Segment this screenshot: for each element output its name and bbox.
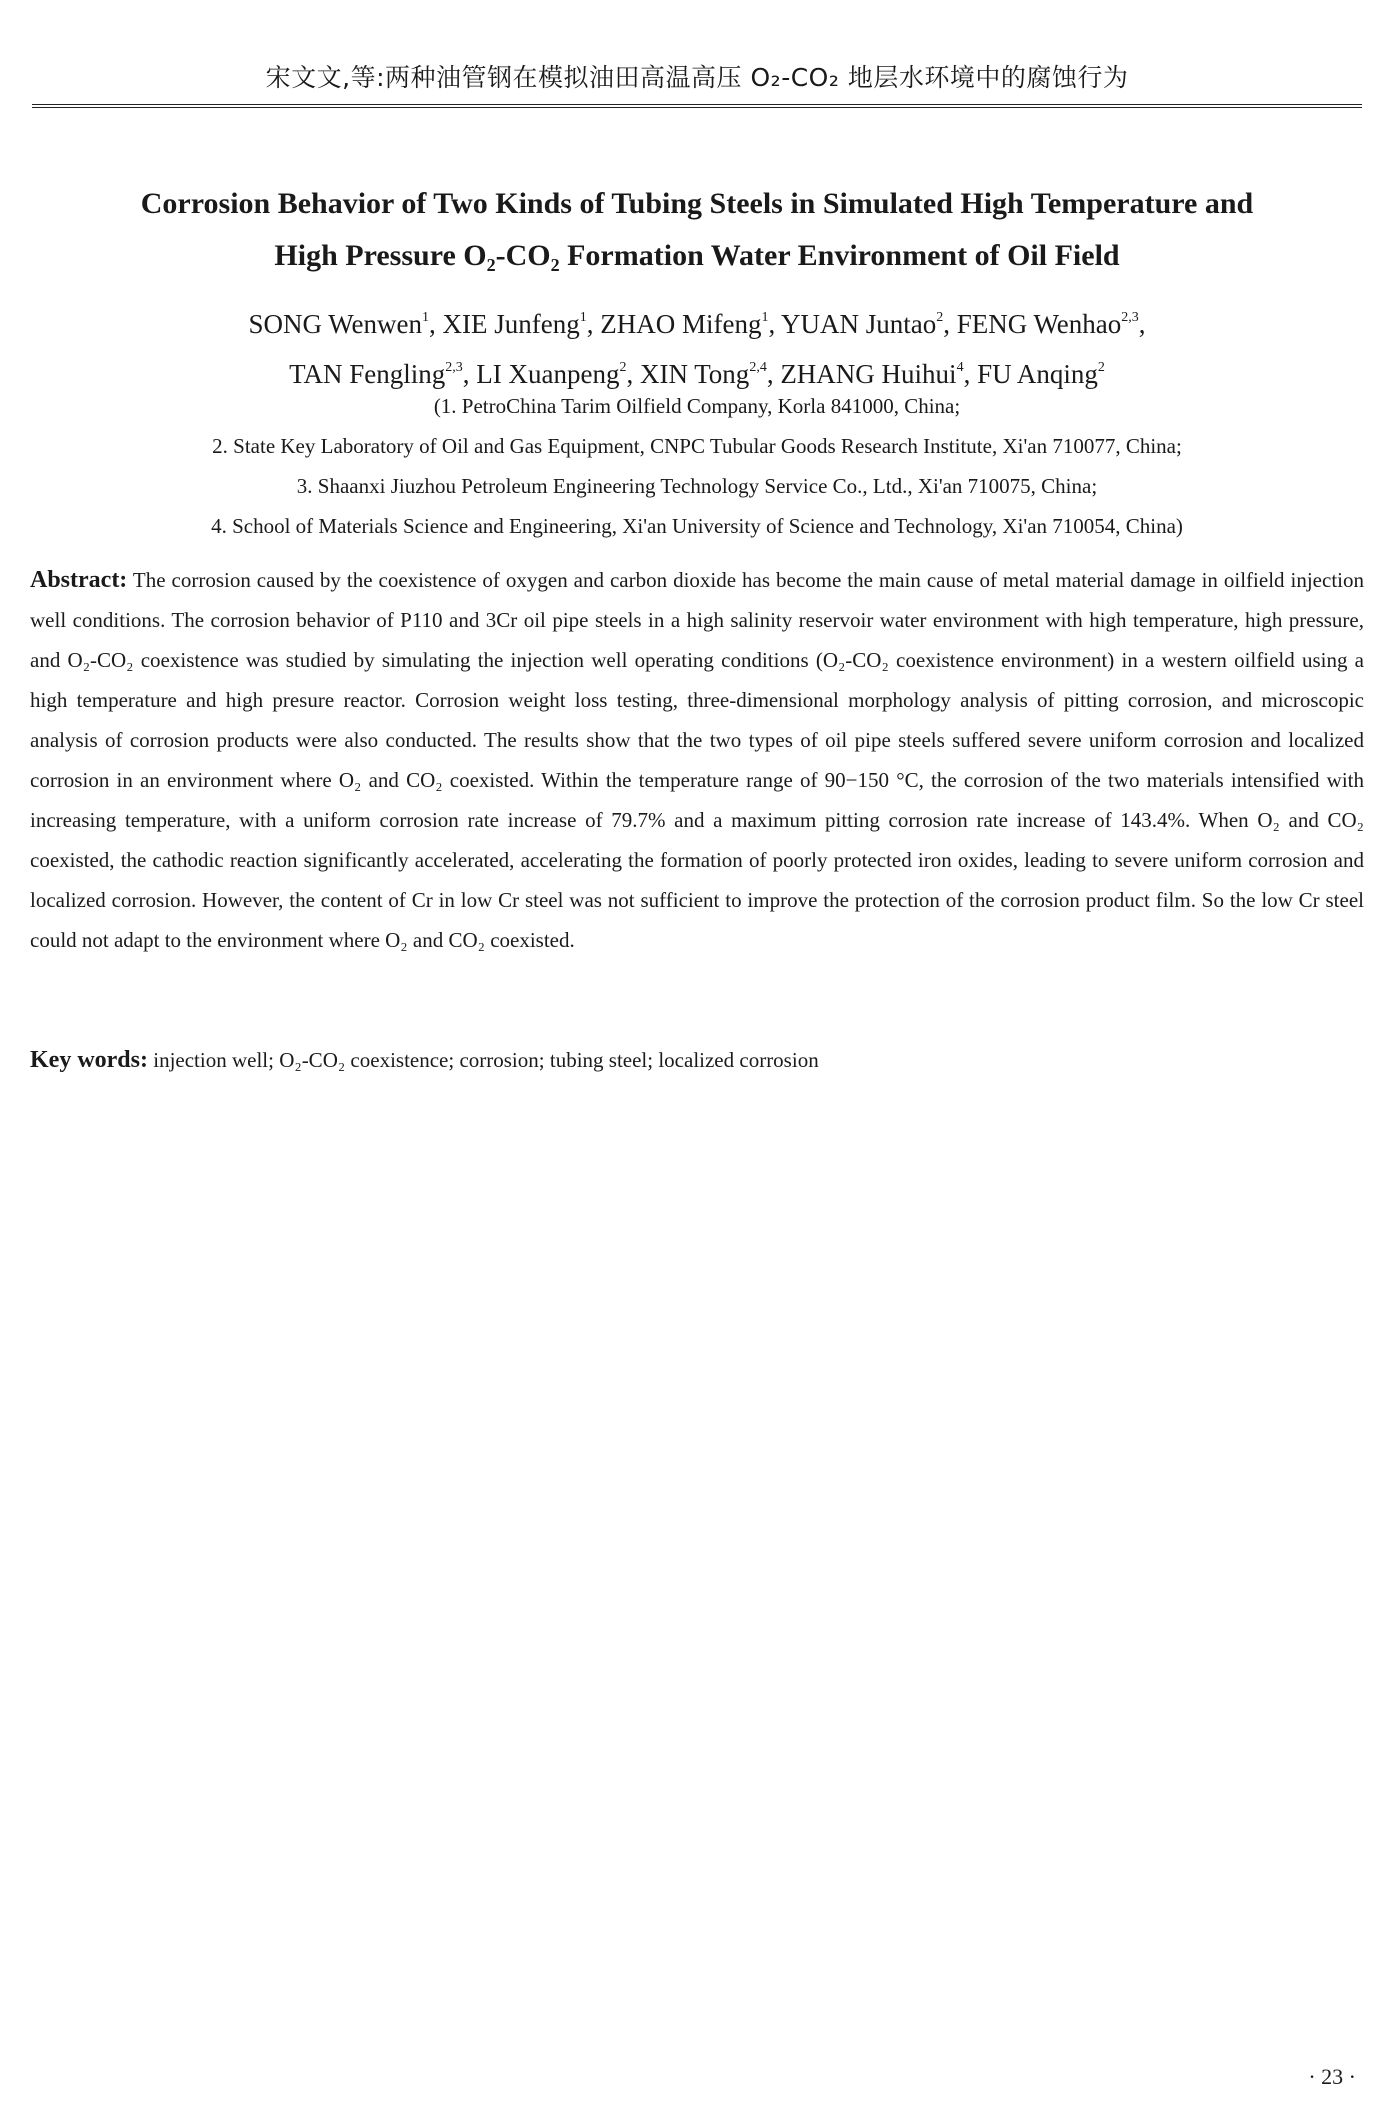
paper-title <box>60 178 1334 282</box>
keywords-text: injection well; O₂-CO₂ coexistence; corrosion; tubing steel; localized corrosion <box>153 1048 819 1072</box>
running-header: 宋文文,等:两种油管钢在模拟油田高温高压 O₂-CO₂ 地层水环境中的腐蚀行为 <box>265 63 1129 92</box>
author-affiliation-mark: 2,4 <box>749 360 767 375</box>
affiliation-1: (1. PetroChina Tarim Oilfield Company, Korla 841000, China; <box>433 394 961 418</box>
author-separator: , <box>963 359 978 389</box>
author-separator: , <box>429 309 443 339</box>
keywords-label: Key words: <box>30 1047 148 1073</box>
author-affiliation-mark: 2 <box>1097 360 1105 375</box>
author-line-1 <box>40 296 1354 346</box>
author-name: XIN Tong <box>639 359 750 389</box>
title-line-1: Corrosion Behavior of Two Kinds of Tubing Steels in Simulated High Temperature and <box>140 187 1254 220</box>
keywords-section <box>30 1040 1364 1080</box>
author-affiliation-mark: 1 <box>422 310 430 325</box>
author-name: TAN Fengling <box>289 359 446 389</box>
affiliation-2: 2. State Key Laboratory of Oil and Gas Equipment, CNPC Tubular Goods Research Institute, Xi'an 710077, China; <box>212 434 1182 458</box>
author-name: FU Anqing <box>977 359 1098 389</box>
author-separator: , <box>943 309 957 339</box>
header-rule <box>32 104 1362 105</box>
author-affiliation-mark: 1 <box>761 310 769 325</box>
author-separator: , <box>768 309 781 339</box>
author-name: ZHAO Mifeng <box>600 309 762 339</box>
header-rule-double <box>32 107 1362 108</box>
author-name: ZHANG Huihui <box>780 359 957 389</box>
abstract-text: The corrosion caused by the coexistence of oxygen and carbon dioxide has become the main cause of metal material damage in oilfield injection well conditions. The corrosion behavior of P110 and 3Cr oil pipe steels in a high salinity reservoir water environment with high temperature, high pressure, and O₂-CO₂ coexistence was studied by simulating the injection well operating conditions (O₂-CO₂ coexistence environment) in a western oilfield using a high temperature and high presure reactor. Corrosion weight loss testing, three-dimensional morphology analysis of pitting corrosion, and microscopic analysis of corrosion products were also conducted. The results show that the two types of oil pipe steels suffered severe uniform corrosion and localized corrosion in an environment where O₂ and CO₂ coexisted. Within the temperature range of 90−150 °C, the corrosion of the two materials intensified with increasing temperature, with a uniform corrosion rate increase of 79.7% and a maximum pitting corrosion rate increase of 143.4%. When O₂ and CO₂ coexisted, the cathodic reaction significantly accelerated, accelerating the formation of poorly protected iron oxides, leading to severe uniform corrosion and localized corrosion. However, the content of Cr in low Cr steel was not sufficient to improve the protection of the corrosion product film. So the low Cr steel could not adapt to the environment where O₂ and CO₂ coexisted. <box>30 568 1364 952</box>
author-name: XIE Junfeng <box>442 309 580 339</box>
author-affiliation-mark: 2 <box>936 310 944 325</box>
author-affiliation-mark: 2,3 <box>445 360 463 375</box>
author-list <box>40 296 1354 396</box>
page-number: · 23 · <box>1308 2064 1356 2089</box>
author-affiliation-mark: 4 <box>956 360 964 375</box>
affiliation-3: 3. Shaanxi Jiuzhou Petroleum Engineering Technology Service Co., Ltd., Xi'an 710075, China; <box>296 474 1098 498</box>
author-affiliation-mark: 2 <box>619 360 627 375</box>
author-separator: , <box>462 359 477 389</box>
author-name: SONG Wenwen <box>248 309 423 339</box>
author-separator: , <box>586 309 601 339</box>
author-separator: , <box>1138 309 1146 339</box>
author-affiliation-mark: 2,3 <box>1121 310 1139 325</box>
abstract-label: Abstract: <box>30 567 128 593</box>
author-name: FENG Wenhao <box>956 309 1122 339</box>
author-affiliation-mark: 1 <box>579 310 587 325</box>
affiliation-4: 4. School of Materials Science and Engineering, Xi'an University of Science and Technology, Xi'an 710054, China) <box>211 514 1183 538</box>
affiliation-list <box>30 386 1364 546</box>
author-name: YUAN Juntao <box>780 309 937 339</box>
author-separator: , <box>766 359 781 389</box>
author-separator: , <box>626 359 640 389</box>
title-line-2: High Pressure O₂-CO₂ Formation Water Environment of Oil Field <box>274 239 1120 272</box>
author-name: LI Xuanpeng <box>476 359 620 389</box>
abstract-section <box>30 560 1364 960</box>
